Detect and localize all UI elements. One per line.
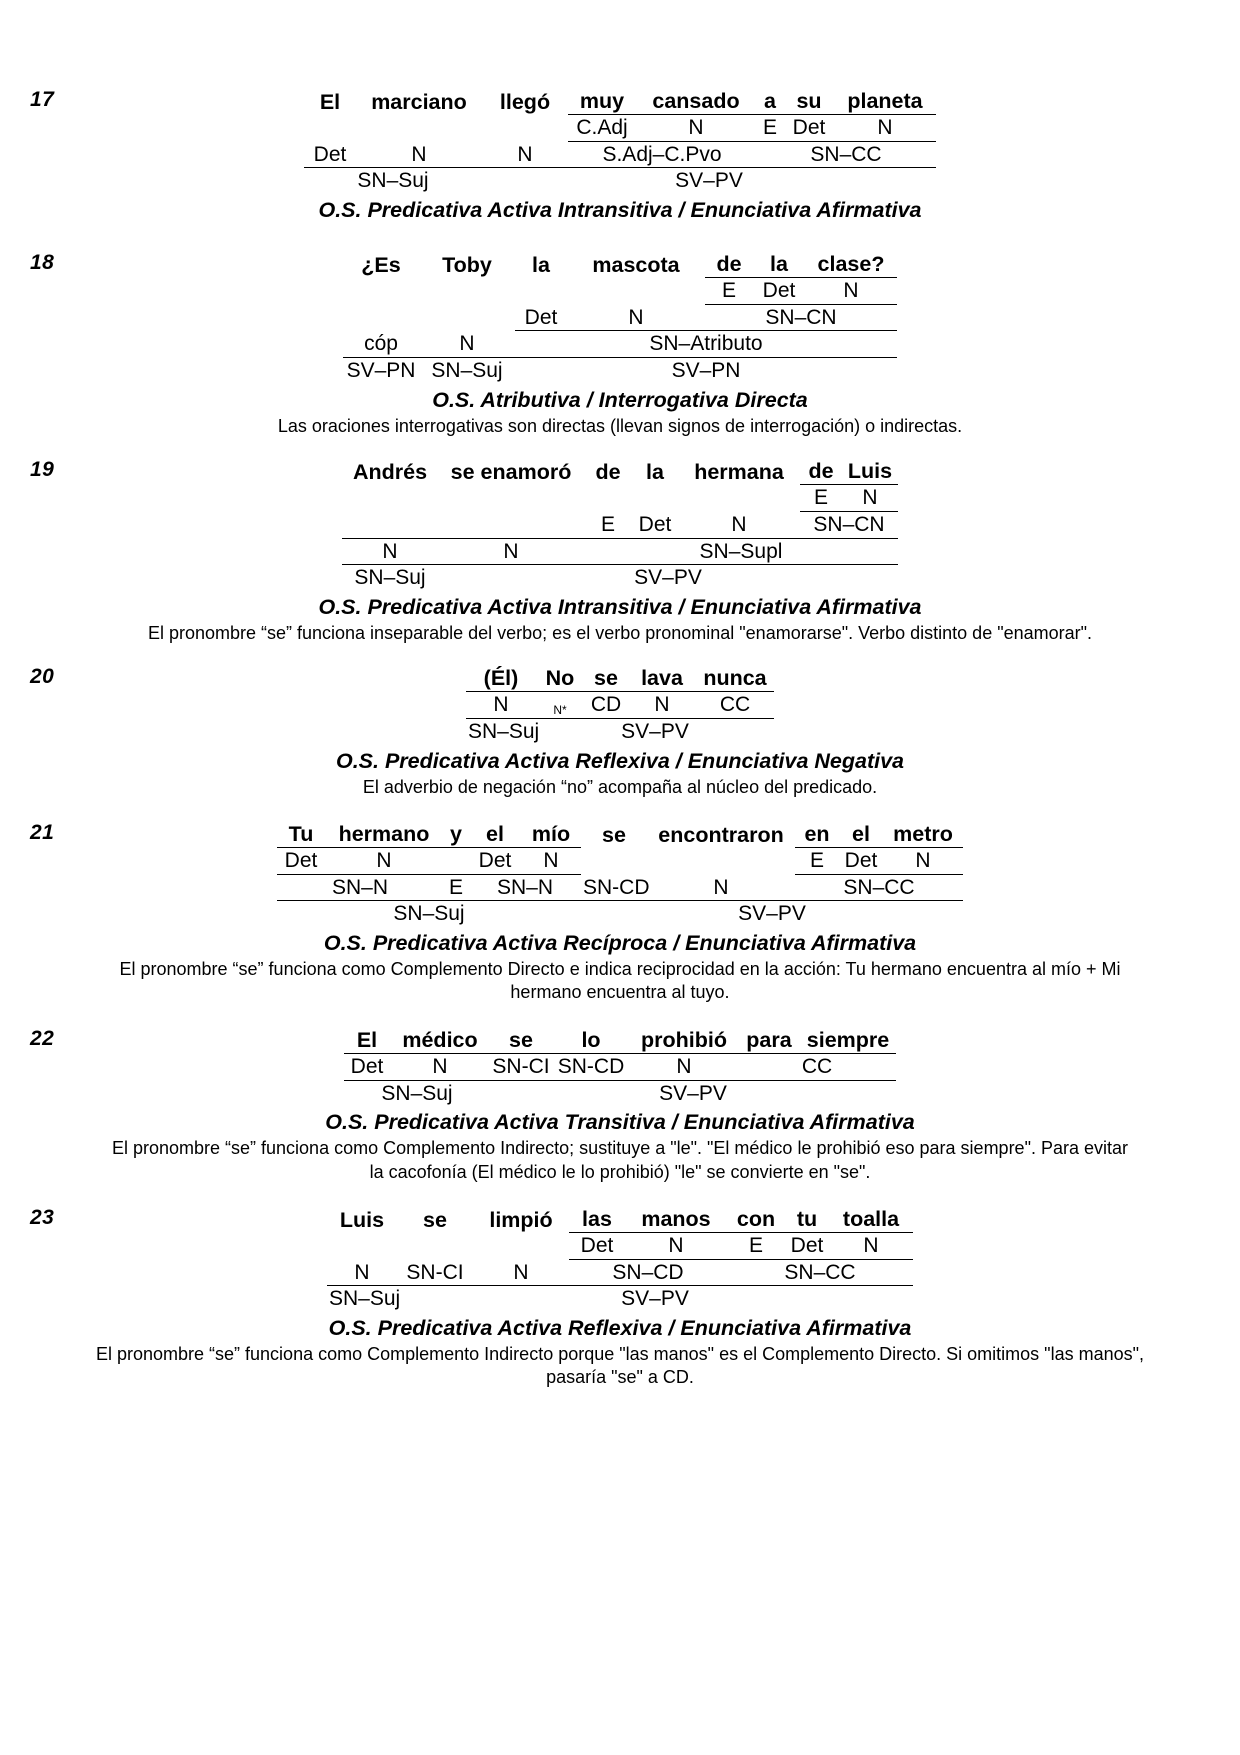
word: con (727, 1206, 785, 1233)
level-empty (584, 486, 632, 512)
level3-label: SN–Supl (584, 539, 898, 566)
words-row (342, 458, 898, 485)
level1-label: N (390, 1054, 490, 1081)
level2-label: Det (515, 305, 567, 332)
level2-label: SV–PV (659, 1081, 727, 1105)
level1-label: N (834, 115, 936, 142)
level2-row (327, 1260, 913, 1287)
level3-label: SN–Suj (329, 1287, 401, 1311)
word: tu (785, 1206, 829, 1233)
level2-label: SN–CD (569, 1260, 727, 1287)
word: manos (625, 1206, 727, 1233)
syntax-tree (0, 821, 1240, 1005)
level1-label: N (636, 115, 756, 142)
words-row (304, 88, 936, 115)
exercise-number: 23 (30, 1206, 55, 1230)
level3-row (304, 168, 936, 194)
level1-label: E (727, 1233, 785, 1260)
level1-row (304, 115, 936, 142)
syntax-tree (0, 1027, 1240, 1184)
word: muy (568, 88, 636, 115)
word: en (795, 821, 839, 848)
exercise-number: 21 (30, 820, 55, 844)
level3-label: SN–Atributo (515, 331, 897, 358)
words-row (344, 1027, 896, 1054)
level2-row (344, 1081, 896, 1107)
words-row (277, 821, 963, 848)
level3-row (327, 1286, 913, 1312)
level2-row (343, 305, 897, 332)
word: la (753, 251, 805, 278)
level1-row (277, 848, 963, 875)
level1-label: N (829, 1233, 913, 1260)
level1-label: N (466, 692, 536, 719)
word: El (319, 90, 341, 114)
level2-label: N (356, 142, 482, 169)
exercise-number: 17 (30, 88, 55, 111)
level2-label: SN–CC (727, 1260, 913, 1287)
word: para (738, 1027, 800, 1054)
exercise-20 (0, 645, 1240, 799)
level1-label: Det (469, 848, 521, 875)
exercise-number: 22 (30, 1026, 55, 1050)
exercise-number: 18 (30, 251, 55, 275)
word: Luis (339, 1208, 385, 1233)
level-empty (327, 1234, 397, 1260)
word: limpió (489, 1208, 553, 1233)
level1-label: N (805, 278, 897, 305)
word: lo (552, 1027, 630, 1054)
level3-label: N (438, 539, 584, 566)
level4-label: SV–PV (634, 566, 702, 590)
word: hermana (694, 460, 784, 485)
exercise-note: El adverbio de negación “no” acompaña al núcleo del predicado. (362, 776, 878, 797)
level2-row (304, 142, 936, 169)
word: hermano (325, 821, 443, 848)
level2-label: N (647, 875, 795, 902)
level1-row (466, 692, 774, 719)
exercise-note: El pronombre “se” funciona como Complemento Directo e indica reciprocidad en la acción: Tu hermano encuentra al mío + Mi hermano encuentra al tuyo. (119, 959, 1121, 1003)
level1-label: CC (738, 1054, 896, 1081)
level3-label: N (342, 539, 438, 566)
words-row (327, 1206, 913, 1233)
oration-classification: O.S. Predicativa Activa Recíproca / Enunciativa Afirmativa (323, 931, 917, 956)
word: El (344, 1027, 390, 1054)
level-empty (482, 116, 568, 142)
word: ¿Es (361, 253, 401, 278)
oration-classification: O.S. Predicativa Activa Reflexiva / Enunciativa Afirmativa (328, 1316, 912, 1341)
level2-label: SV–PV (621, 719, 689, 743)
level1-label: CC (696, 692, 774, 719)
level1-label: E (800, 485, 842, 512)
word: encontraron (658, 822, 784, 847)
level3-label: N (419, 331, 515, 358)
level1-label: N* (536, 703, 584, 719)
exercise-19 (0, 438, 1240, 645)
exercise-18 (0, 223, 1240, 438)
level1-label: Det (784, 115, 834, 142)
level2-label: SN–N (469, 875, 581, 902)
exercise-note: El pronombre “se” funciona como Complemento Indirecto; sustituye a "le". "El médico le prohibió eso para siempre". Para evitar la cacofonía (El médico le lo prohibió) "le" se convierte en "se". (111, 1138, 1129, 1182)
level2-row (277, 875, 963, 902)
level1-label: Det (785, 1233, 829, 1260)
word: su (784, 88, 834, 115)
level2-label: E (584, 512, 632, 539)
level1-label: CD (584, 692, 628, 719)
level4-row (342, 565, 898, 591)
level1-label (443, 848, 469, 875)
level3-label: SN–Suj (393, 902, 465, 926)
level2-label: SN–Suj (381, 1081, 453, 1105)
level4-label: SV–PN (346, 359, 416, 383)
level1-label: N (325, 848, 443, 875)
level1-row (344, 1054, 896, 1081)
level-empty (438, 486, 584, 512)
word: No (536, 665, 584, 692)
level2-label: SN-CI (397, 1260, 473, 1287)
word: metro (883, 821, 963, 848)
level2-label: N (482, 142, 568, 169)
word: la (646, 460, 664, 485)
word: Tu (277, 821, 325, 848)
level1-label: N (630, 1054, 738, 1081)
level3-row (342, 539, 898, 566)
word: mascota (592, 253, 680, 278)
level-empty (342, 486, 438, 512)
oration-classification: O.S. Predicativa Activa Reflexiva / Enunciativa Negativa (335, 748, 904, 773)
level3-label: SN–Suj (357, 169, 429, 193)
level-empty (343, 306, 419, 332)
level1-row (343, 278, 897, 305)
level-empty (647, 849, 795, 875)
level1-row (342, 485, 898, 512)
syntax-tree (0, 1206, 1240, 1390)
word: Toby (442, 253, 492, 278)
level3-label: cóp (343, 331, 419, 358)
level1-label: Det (753, 278, 805, 305)
level-empty (304, 116, 356, 142)
word: de (705, 251, 753, 278)
level2-label: SN-CD (581, 875, 647, 902)
level1-label: SN-CD (552, 1054, 630, 1081)
level1-label: N (842, 485, 898, 512)
word: el (469, 821, 521, 848)
word: clase? (805, 251, 897, 278)
exercise-note: El pronombre “se” funciona inseparable del verbo; es el verbo pronominal "enamorarse". Verbo distinto de "enamorar". (147, 622, 1093, 643)
words-row (466, 665, 774, 692)
exercise-note: Las oraciones interrogativas son directas (llevan signos de interrogación) o indirectas. (277, 415, 963, 436)
level1-label: E (795, 848, 839, 875)
level-empty (567, 279, 705, 305)
word: y (443, 821, 469, 848)
word: Luis (842, 458, 898, 485)
level2-label: N (327, 1260, 397, 1287)
word: prohibió (630, 1027, 738, 1054)
word: llegó (499, 90, 551, 114)
level1-label: Det (344, 1054, 390, 1081)
exercise-21 (0, 799, 1240, 1005)
level2-label: SN–CN (800, 512, 898, 539)
level-empty (473, 1234, 569, 1260)
word: de (595, 460, 621, 485)
word: nunca (696, 665, 774, 692)
level3-label: SV–PV (675, 169, 743, 193)
level2-label: Det (304, 142, 356, 169)
level2-label: N (567, 305, 705, 332)
word: planeta (834, 88, 936, 115)
level2-label: SN–N (277, 875, 443, 902)
word: (Él) (466, 665, 536, 692)
level4-label: SN–Suj (431, 359, 503, 383)
level1-label: N (628, 692, 696, 719)
level1-label: N (521, 848, 581, 875)
oration-classification: O.S. Predicativa Activa Intransitiva / Enunciativa Afirmativa (318, 198, 922, 223)
words-row (343, 251, 897, 278)
level-empty (419, 279, 515, 305)
level2-label: SN–Suj (468, 719, 540, 743)
level4-label: SN–Suj (354, 566, 426, 590)
word: de (800, 458, 842, 485)
level3-row (277, 901, 963, 927)
exercise-number: 20 (30, 665, 55, 689)
word: médico (390, 1027, 490, 1054)
level2-row (466, 719, 774, 745)
level2-label: SN–CN (705, 305, 897, 332)
level2-label: S.Adj–C.Pvo (568, 142, 756, 169)
level-empty (632, 486, 678, 512)
syntax-tree (0, 458, 1240, 645)
word: las (569, 1206, 625, 1233)
word: se (584, 665, 628, 692)
level4-label: SV–PN (671, 359, 741, 383)
level-empty (356, 116, 482, 142)
level3-label: SV–PV (621, 1287, 689, 1311)
word: se enamoró (450, 460, 572, 485)
level3-row (343, 331, 897, 358)
level-empty (419, 306, 515, 332)
level2-label: N (678, 512, 800, 539)
word: Andrés (352, 460, 428, 485)
word: la (532, 253, 550, 278)
level1-label: E (756, 115, 784, 142)
level2-label: Det (632, 512, 678, 539)
oration-classification: O.S. Atributiva / Interrogativa Directa (432, 387, 808, 412)
word: se (490, 1027, 552, 1054)
word: a (756, 88, 784, 115)
level1-label: SN-CI (490, 1054, 552, 1081)
exercise-23 (0, 1184, 1240, 1390)
word: se (602, 822, 626, 847)
level1-label: Det (839, 848, 883, 875)
level-empty (581, 849, 647, 875)
word: mío (521, 821, 581, 848)
level1-label: C.Adj (568, 115, 636, 142)
word: siempre (800, 1027, 896, 1054)
level2-label: SN–CC (756, 142, 936, 169)
exercise-note: El pronombre “se” funciona como Complemento Indirecto porque "las manos" es el Complemento Directo. Si omitimos "las manos", pasaría "se" a CD. (95, 1344, 1144, 1388)
exercise-22 (0, 1005, 1240, 1184)
exercise-17 (0, 0, 1240, 223)
level1-row (327, 1233, 913, 1260)
level-empty (343, 279, 419, 305)
level1-label: E (705, 278, 753, 305)
syntax-tree (0, 665, 1240, 799)
level3-label: SV–PV (738, 902, 806, 926)
level2-label: SN–CC (795, 875, 963, 902)
level1-label: N (625, 1233, 727, 1260)
word: el (839, 821, 883, 848)
level2-label: N (473, 1260, 569, 1287)
level2-label: E (443, 875, 469, 902)
word: lava (628, 665, 696, 692)
word: marciano (371, 90, 467, 114)
level-empty (515, 279, 567, 305)
level4-row (343, 358, 897, 384)
level-empty (678, 486, 800, 512)
level1-label: Det (277, 848, 325, 875)
level1-label: N (883, 848, 963, 875)
oration-classification: O.S. Predicativa Activa Transitiva / Enunciativa Afirmativa (325, 1110, 915, 1135)
word: cansado (636, 88, 756, 115)
word: toalla (829, 1206, 913, 1233)
exercise-number: 19 (30, 458, 55, 482)
word: se (423, 1208, 447, 1233)
oration-classification: O.S. Predicativa Activa Intransitiva / Enunciativa Afirmativa (318, 594, 922, 619)
level2-row (342, 512, 898, 539)
syntax-tree (0, 88, 1240, 223)
syntax-tree (0, 251, 1240, 438)
level1-label: Det (569, 1233, 625, 1260)
level-empty (397, 1234, 473, 1260)
